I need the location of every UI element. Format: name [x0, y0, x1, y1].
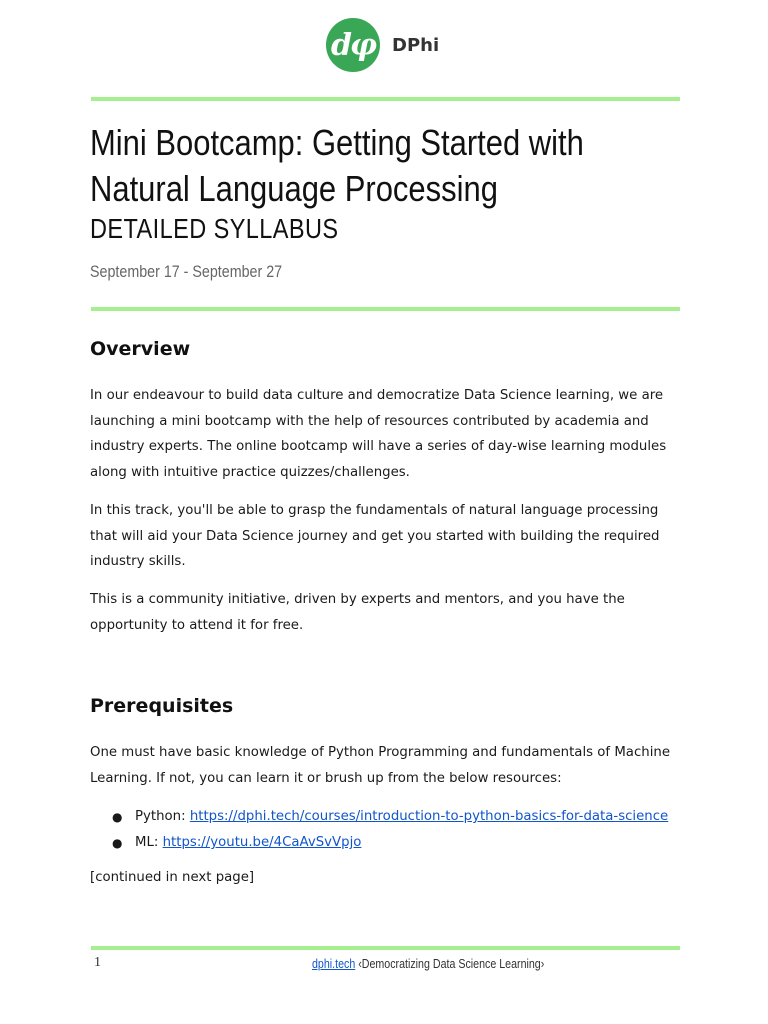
page-subtitle: DETAILED SYLLABUS	[90, 213, 339, 244]
page-number: 1	[94, 955, 101, 970]
prerequisites-intro: One must have basic knowledge of Python Programming and fundamentals of Machine Learning. If not, you can learn it or brush up from the below resources:	[90, 745, 670, 786]
overview-paragraph-3: This is a community initiative, driven by experts and mentors, and you have the opportunity to attend it for free.	[90, 592, 625, 633]
overview-paragraph-1: In our endeavour to build data culture and democratize Data Science learning, we are launching a mini bootcamp with the help of resources contributed by academia and industry experts. The online bootcamp will have a series of day-wise learning modules along with intuitive practice quizzes/challenges.	[90, 388, 667, 480]
footer-link[interactable]: dphi.tech	[312, 956, 356, 971]
resource-list	[90, 804, 668, 856]
bullet-icon: ●	[112, 836, 123, 850]
footer-tagline	[312, 956, 544, 971]
overview-heading: Overview	[90, 338, 191, 360]
dphi-logo-mark: dφ	[326, 18, 380, 72]
list-item	[90, 804, 668, 830]
date-range: September 17 - September 27	[90, 262, 283, 281]
bullet-icon: ●	[112, 810, 123, 824]
page-title: Mini Bootcamp: Getting Started with Natural Language Processing	[90, 122, 584, 209]
dphi-logo	[326, 18, 439, 72]
resource-label: ML:	[135, 835, 163, 850]
prerequisites-heading: Prerequisites	[90, 695, 234, 717]
dphi-logo-text: DPhi	[392, 34, 440, 56]
section-divider	[91, 307, 680, 311]
footer-tagline-text: ‹Democratizing Data Science Learning›	[355, 956, 545, 971]
python-resource-link[interactable]: https://dphi.tech/courses/introduction-to-python-basics-for-data-science	[189, 809, 669, 824]
resource-label: Python:	[135, 809, 190, 824]
footer-divider	[91, 946, 680, 950]
top-divider	[91, 97, 680, 101]
ml-resource-link[interactable]: https://youtu.be/4CaAvSvVpjo	[162, 835, 362, 850]
overview-paragraph-2: In this track, you'll be able to grasp the fundamentals of natural language processing that will aid your Data Science journey and get you started with building the required industry skills.	[90, 503, 660, 569]
continued-note: [continued in next page]	[90, 870, 255, 885]
list-item	[90, 830, 668, 856]
